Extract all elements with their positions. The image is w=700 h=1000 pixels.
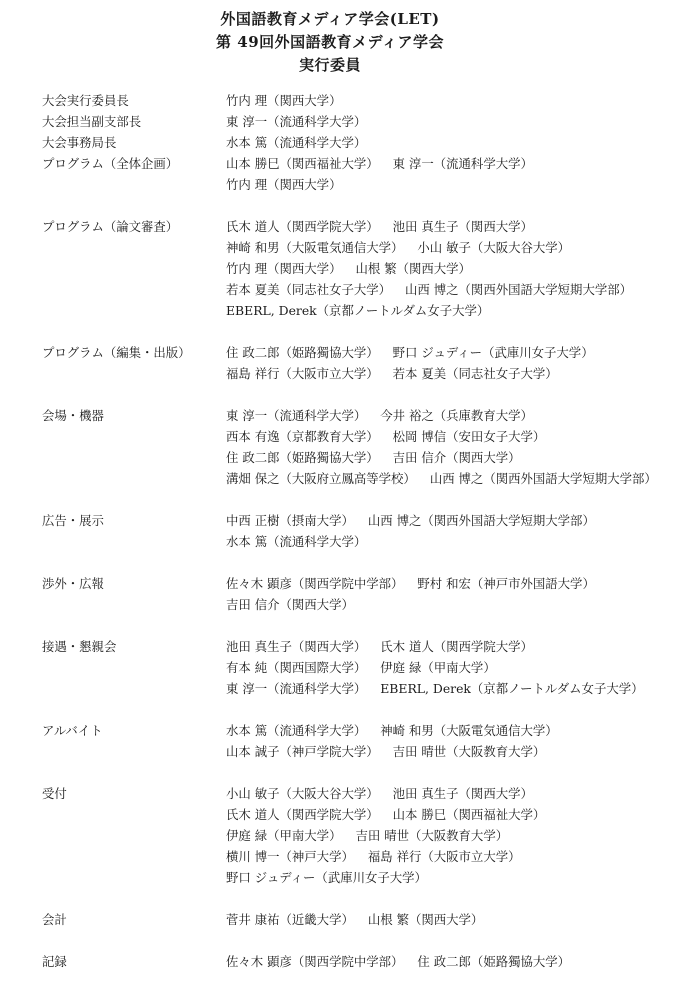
member-list [226, 111, 692, 132]
member-name: 池田 真生子（関西大学） [392, 219, 533, 234]
member-list [226, 531, 692, 552]
role-label [42, 279, 226, 300]
committee-row [42, 720, 692, 741]
committee-row [42, 825, 692, 846]
role-label [42, 300, 226, 321]
member-name: 吉田 信介（関西大学） [392, 450, 521, 465]
role-label: プログラム（論文審査） [42, 219, 179, 234]
committee-row [42, 867, 692, 888]
committee-row [42, 657, 692, 678]
committee-section [42, 573, 692, 615]
committee-row [42, 216, 692, 237]
role-label: プログラム（全体企画） [42, 156, 179, 171]
member-name: 住 政二郎（姫路獨協大学） [226, 345, 379, 360]
member-name: 住 政二郎（姫路獨協大学） [417, 954, 571, 969]
member-name: 神崎 和男（大阪電気通信大学） [380, 723, 558, 738]
member-list [226, 825, 692, 846]
committee-row [42, 909, 692, 930]
member-name: 山本 勝巳（関西福祉大学） [226, 156, 379, 171]
member-list [226, 342, 692, 363]
committee-row [42, 510, 692, 531]
member-name: 菅井 康祐（近畿大学） [226, 912, 354, 927]
committee-row [42, 636, 692, 657]
member-name: 佐々木 顕彦（関西学院中学部） [226, 576, 404, 591]
member-list [226, 174, 692, 195]
member-list [226, 636, 692, 657]
committee-row [42, 405, 692, 426]
committee-row [42, 468, 692, 489]
role-label: 大会事務局長 [42, 135, 117, 150]
member-list [226, 426, 692, 447]
role-label [42, 867, 226, 888]
member-list [226, 468, 692, 489]
committee-row [42, 237, 692, 258]
member-name: 溝畑 保之（大阪府立鳳高等学校） [226, 471, 416, 486]
committee-row [42, 363, 692, 384]
committee-title: 実行委員 [298, 56, 361, 74]
committee-section [42, 405, 692, 489]
member-name: 山本 勝巳（関西福祉大学） [392, 807, 546, 822]
committee-section [42, 111, 692, 132]
society-title: 外国語教育メディア学会(LET) [220, 10, 440, 28]
member-name: 東 淳一（流通科学大学） [226, 114, 367, 129]
member-list [226, 510, 692, 531]
committee-row [42, 678, 692, 699]
member-name: 小山 敏子（大阪大谷大学） [226, 786, 379, 801]
role-label: 受付 [42, 786, 67, 801]
member-list [226, 405, 692, 426]
member-name: 野村 和宏（神戸市外国語大学） [417, 576, 595, 591]
role-label: 接遇・懇親会 [42, 639, 117, 654]
role-label: 大会担当副支部長 [42, 114, 142, 129]
member-list [226, 720, 692, 741]
committee-row [42, 300, 692, 321]
member-list [226, 594, 692, 615]
member-name: 今井 裕之（兵庫教育大学） [380, 408, 533, 423]
committee-row [42, 90, 692, 111]
committee-section [42, 951, 692, 972]
member-name: 山西 博之（関西外国語大学短期大学部） [429, 471, 657, 486]
member-list [226, 216, 692, 237]
member-list [226, 132, 692, 153]
member-name: 佐々木 顕彦（関西学院中学部） [226, 954, 404, 969]
member-list [226, 657, 692, 678]
member-name: 池田 真生子（関西大学） [392, 786, 533, 801]
committee-row [42, 132, 692, 153]
member-name: 若本 夏美（同志社女子大学） [392, 366, 558, 381]
member-list [226, 783, 692, 804]
role-label: 大会実行委員長 [42, 93, 129, 108]
role-label [42, 531, 226, 552]
committee-list [42, 90, 692, 993]
committee-row [42, 258, 692, 279]
member-name: 若本 夏美（同志社女子大学） [226, 282, 392, 297]
member-list [226, 741, 692, 762]
member-name: 伊庭 緑（甲南大学） [380, 660, 496, 675]
committee-row [42, 531, 692, 552]
member-name: 野口 ジュディー（武庫川女子大学） [392, 345, 594, 360]
member-name: 水本 篤（流通科学大学） [226, 723, 367, 738]
member-name: 竹内 理（関西大学） [226, 93, 342, 108]
member-list [226, 804, 692, 825]
role-label: 会計 [42, 912, 67, 927]
member-name: 小山 敏子（大阪大谷大学） [417, 240, 571, 255]
member-name: 神崎 和男（大阪電気通信大学） [226, 240, 404, 255]
committee-row [42, 951, 692, 972]
role-label: アルバイト [42, 723, 103, 738]
conference-title: 第 49回外国語教育メディア学会 [216, 33, 444, 51]
member-name: 水本 篤（流通科学大学） [226, 135, 367, 150]
role-label [42, 594, 226, 615]
role-label [42, 174, 226, 195]
role-label [42, 741, 226, 762]
committee-row [42, 741, 692, 762]
role-label [42, 846, 226, 867]
member-name: 松岡 博信（安田女子大学） [392, 429, 546, 444]
committee-row [42, 804, 692, 825]
member-name: 竹内 理（関西大学） [226, 261, 342, 276]
member-list [226, 573, 692, 594]
role-label [42, 825, 226, 846]
member-name: 池田 真生子（関西大学） [226, 639, 367, 654]
member-list [226, 363, 692, 384]
member-name: 竹内 理（関西大学） [226, 177, 342, 192]
role-label: 会場・機器 [42, 408, 104, 423]
committee-row [42, 573, 692, 594]
member-name: 山根 繁（関西大学） [367, 912, 484, 927]
member-list [226, 909, 692, 930]
member-name: 山根 繁（関西大学） [355, 261, 471, 276]
member-name: 横川 博一（神戸大学） [226, 849, 354, 864]
member-name: 氏木 道人（関西学院大学） [226, 219, 379, 234]
role-label [42, 678, 226, 699]
committee-row [42, 426, 692, 447]
committee-section [42, 153, 692, 195]
role-label: プログラム（編集・出版） [42, 345, 191, 360]
role-label [42, 363, 226, 384]
role-label [42, 804, 226, 825]
committee-section [42, 510, 692, 552]
member-name: 有本 純（関西国際大学） [226, 660, 367, 675]
committee-row [42, 153, 692, 174]
document-header [0, 8, 660, 77]
member-name: 水本 篤（流通科学大学） [226, 534, 367, 549]
committee-row [42, 594, 692, 615]
committee-section [42, 720, 692, 762]
member-list [226, 258, 692, 279]
member-name: 東 淳一（流通科学大学） [226, 408, 367, 423]
committee-row [42, 447, 692, 468]
member-list [226, 951, 692, 972]
role-label [42, 426, 226, 447]
committee-section [42, 216, 692, 321]
committee-row [42, 783, 692, 804]
member-name: 西本 有逸（京都教育大学） [226, 429, 379, 444]
member-list [226, 447, 692, 468]
role-label: 渉外・広報 [42, 576, 104, 591]
member-name: 伊庭 緑（甲南大学） [226, 828, 342, 843]
member-name: 吉田 信介（関西大学） [226, 597, 354, 612]
member-name: 氏木 道人（関西学院大学） [226, 807, 379, 822]
committee-row [42, 846, 692, 867]
member-list [226, 300, 692, 321]
member-name: 東 淳一（流通科学大学） [226, 681, 367, 696]
committee-row [42, 279, 692, 300]
committee-section [42, 636, 692, 699]
member-name: 山西 博之（関西外国語大学短期大学部） [367, 513, 595, 528]
member-name: 福島 祥行（大阪市立大学） [367, 849, 521, 864]
member-list [226, 279, 692, 300]
role-label [42, 237, 226, 258]
member-name: EBERL, Derek（京都ノートルダム女子大学） [380, 681, 644, 696]
committee-section [42, 342, 692, 384]
committee-row [42, 174, 692, 195]
committee-section [42, 909, 692, 930]
role-label [42, 657, 226, 678]
role-label [42, 468, 226, 489]
member-name: 山本 誠子（神戸学院大学） [226, 744, 379, 759]
member-name: 吉田 晴世（大阪教育大学） [355, 828, 509, 843]
committee-section [42, 90, 692, 111]
committee-section [42, 132, 692, 153]
member-list [226, 237, 692, 258]
role-label: 記録 [42, 954, 67, 969]
member-list [226, 153, 692, 174]
member-name: 東 淳一（流通科学大学） [392, 156, 533, 171]
member-list [226, 90, 692, 111]
member-list [226, 867, 692, 888]
member-name: 吉田 晴世（大阪教育大学） [392, 744, 546, 759]
committee-section [42, 783, 692, 888]
role-label [42, 258, 226, 279]
member-name: 山西 博之（関西外国語大学短期大学部） [405, 282, 633, 297]
member-list [226, 678, 692, 699]
role-label: 広告・展示 [42, 513, 104, 528]
committee-row [42, 342, 692, 363]
member-name: 氏木 道人（関西学院大学） [380, 639, 533, 654]
role-label [42, 447, 226, 468]
member-list [226, 846, 692, 867]
member-name: 野口 ジュディー（武庫川女子大学） [226, 870, 427, 885]
member-name: EBERL, Derek（京都ノートルダム女子大学） [226, 303, 490, 318]
member-name: 福島 祥行（大阪市立大学） [226, 366, 379, 381]
member-name: 中西 正樹（摂南大学） [226, 513, 354, 528]
committee-row [42, 111, 692, 132]
member-name: 住 政二郎（姫路獨協大学） [226, 450, 379, 465]
